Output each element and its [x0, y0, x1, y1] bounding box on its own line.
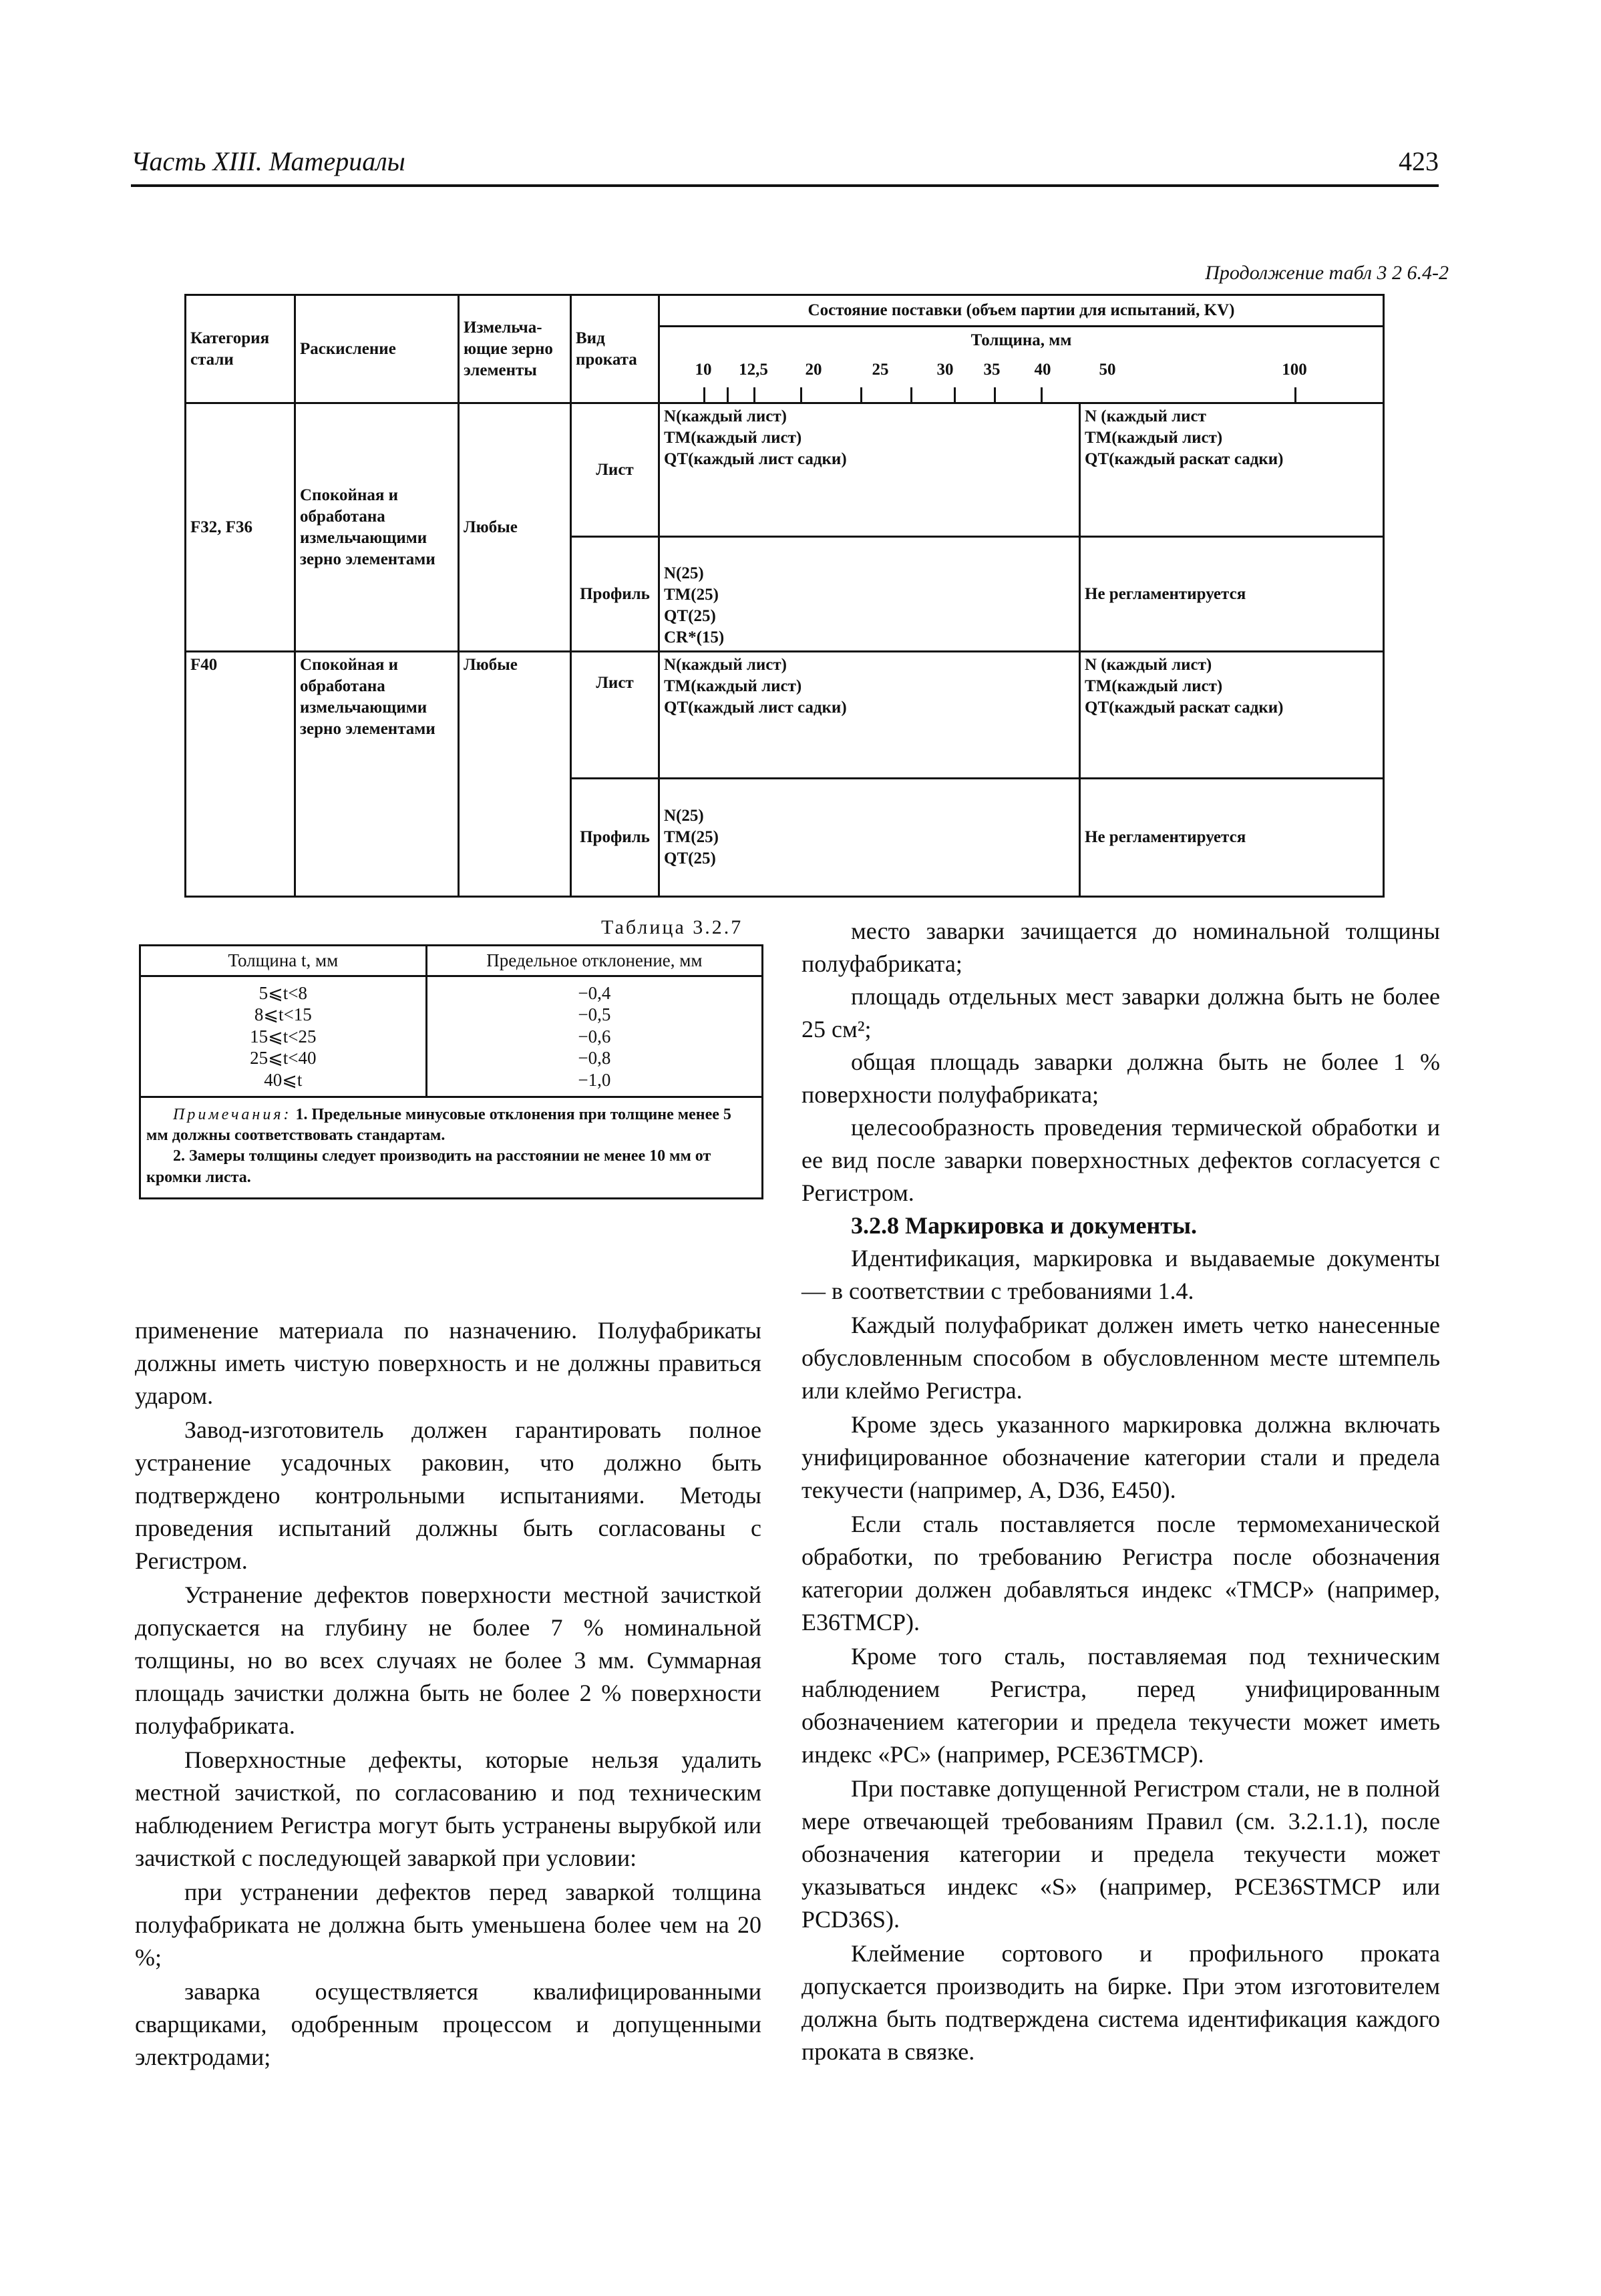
paragraph: целесообразность проведения термической обработки и ее вид после заварки поверхностных дефектов согласуется с Регистром.: [802, 1114, 1440, 1206]
thickness-unit: Толщина, мм: [970, 331, 1072, 349]
scale-tick: [860, 387, 862, 402]
state-cell-thin: [659, 779, 1080, 897]
deoxidation-cell: Спокойная и обработана измельчающими зерно элементами: [295, 403, 459, 652]
state-line: N(25): [664, 807, 704, 825]
table-continuation-caption: Продолжение табл 3 2 6.4-2: [1205, 262, 1449, 284]
section-heading: 3.2.8 Маркировка и документы.: [851, 1212, 1197, 1239]
state-cell-thick: [1080, 652, 1384, 779]
paragraph: При поставке допущенной Регистром стали, не в полной мере отвечающей требованиям Правил (см. 3.2.1.1), после обозначения категории и предела текучести может указываться индекс «S» (например, PCE36STMCP или PCD36S).: [802, 1775, 1440, 1933]
deviation-value: −0,8: [578, 1048, 611, 1069]
deviation-value: −1,0: [578, 1069, 611, 1090]
header-grain-elements: Измельча-ющие зерно элементы: [459, 295, 571, 403]
scale-tick: [1294, 387, 1296, 402]
state-cell-thick: [1080, 403, 1384, 537]
scale-label: 50: [1099, 361, 1116, 379]
thickness-value: 25⩽t<40: [250, 1048, 317, 1069]
paragraph: общая площадь заварки должна быть не более 1 % поверхности полуфабриката;: [802, 1048, 1440, 1108]
scale-tick: [800, 387, 802, 402]
state-line: TM(каждый лист): [1085, 429, 1223, 447]
paragraph: при устранении дефектов перед заваркой толщина полуфабриката не должна быть уменьшена более чем на 20 %;: [135, 1879, 761, 1971]
state-line: N(каждый лист): [664, 656, 787, 674]
running-header: [131, 146, 1439, 186]
paragraph: применение материала по назначению. Полуфабрикаты должны иметь чистую поверхность и не должны правиться ударом.: [135, 1317, 761, 1409]
header-deoxidation: Раскисление: [295, 295, 459, 403]
paragraph: Каждый полуфабрикат должен иметь четко нанесенные обусловленным способом в обусловленном месте штемпель или клеймо Регистра.: [802, 1312, 1440, 1404]
thickness-values: [140, 976, 427, 1097]
state-line: N (каждый лист): [1085, 656, 1212, 674]
header-delivery-state: Состояние поставки (объем партии для испытаний, KV): [659, 295, 1384, 327]
scale-tick: [753, 387, 755, 402]
paragraph: Кроме здесь указанного маркировка должна включать унифицированное обозначение категории стали и предела текучести (например, A, D36, E450).: [802, 1411, 1440, 1503]
scale-label: 40: [1034, 361, 1051, 379]
state-line: CR*(15): [664, 628, 725, 646]
header-thickness: Толщина t, мм: [140, 946, 427, 976]
state-cell-thin: [659, 652, 1080, 779]
table-327-caption: Таблица 3.2.7: [601, 916, 743, 938]
scale-label: 25: [872, 361, 889, 379]
deviation-value: −0,6: [578, 1026, 611, 1046]
header-deviation: Предельное отклонение, мм: [426, 946, 762, 976]
paragraph: Клеймение сортового и профильного проката допускается производить на бирке. При этом изготовителем должна быть подтверждена система идентификация каждого проката в связке.: [802, 1940, 1440, 2065]
grain-cell: Любые: [459, 652, 571, 897]
thickness-scale-cell: [659, 327, 1384, 403]
state-line: Не регламентируется: [1085, 584, 1246, 603]
deoxidation-cell: Спокойная и обработана измельчающими зерно элементами: [295, 652, 459, 897]
state-line: TM(каждый лист): [664, 429, 802, 447]
table-notes: [140, 1097, 763, 1198]
state-line: Не регламентируется: [1085, 828, 1246, 846]
state-line: TM(каждый лист): [664, 677, 802, 695]
paragraph: площадь отдельных мест заварки должна быть не более 25 см²;: [802, 983, 1440, 1042]
header-category: Категория стали: [186, 295, 295, 403]
paragraph: Если сталь поставляется после термомеханической обработки, по требованию Регистра после обозначения категории должен добавляться индекс «TMCP» (например, E36TMCP).: [802, 1511, 1440, 1636]
thickness-value: 8⩽t<15: [254, 1004, 312, 1025]
page-number: 423: [1399, 146, 1439, 176]
paragraph: Идентификация, маркировка и выдаваемые документы — в соответствии с требованиями 1.4.: [802, 1245, 1440, 1304]
state-cell-thick: [1080, 779, 1384, 897]
scale-tick: [994, 387, 996, 402]
state-line: TM(каждый лист): [1085, 677, 1223, 695]
scale-tick: [703, 387, 705, 402]
scale-label: 35: [983, 361, 1001, 379]
product-cell: Лист: [571, 403, 659, 537]
scale-label: 12,5: [739, 361, 768, 379]
state-line: QT(каждый раскат садки): [1085, 450, 1284, 468]
state-line: QT(каждый лист садки): [664, 699, 847, 717]
state-line: QT(каждый раскат садки): [1085, 699, 1284, 717]
paragraph: Поверхностные дефекты, которые нельзя удалить местной зачисткой, по согласованию и под техническим наблюдением Регистра могут быть устранены вырубкой или зачисткой с последующей заваркой при условии:: [135, 1746, 761, 1871]
state-line: QT(каждый лист садки): [664, 450, 847, 468]
state-line: N (каждый лист: [1085, 407, 1206, 425]
state-cell-thin: [659, 403, 1080, 537]
scale-tick: [727, 387, 729, 402]
thickness-value: 5⩽t<8: [258, 983, 308, 1003]
product-cell: Профиль: [571, 537, 659, 652]
state-line: N(25): [664, 564, 704, 582]
scale-tick: [1041, 387, 1043, 402]
deviation-value: −0,4: [578, 983, 611, 1003]
scale-label: 10: [695, 361, 712, 379]
state-line: N(каждый лист): [664, 407, 787, 425]
right-text-column: [802, 915, 1440, 2068]
state-line: TM(25): [664, 828, 719, 846]
state-line: TM(25): [664, 586, 719, 604]
thickness-value: 15⩽t<25: [250, 1026, 317, 1046]
scale-tick: [954, 387, 956, 402]
thickness-tolerance-table: [139, 944, 763, 1199]
deviation-value: −0,5: [578, 1004, 611, 1025]
left-text-column: [135, 1314, 761, 2074]
delivery-state-table: [184, 294, 1383, 892]
thickness-scale: [660, 327, 1383, 402]
note-1: [146, 1105, 756, 1146]
paragraph: Кроме того сталь, поставляемая под техническим наблюдением Регистра, перед унифицированным обозначением категории и предела текучести может иметь индекс «PC» (например, PCE36TMCP).: [802, 1643, 1440, 1768]
paragraph: Завод-изготовитель должен гарантировать полное устранение усадочных раковин, что должно быть подтверждено контрольными испытаниями. Методы проведения испытаний должны быть согласованы с Регистром.: [135, 1416, 761, 1574]
category-cell: F32, F36: [186, 403, 295, 652]
grain-cell: Любые: [459, 403, 571, 652]
paragraph: заварка осуществляется квалифицированными сварщиками, одобренным процессом и допущенными электродами;: [135, 1978, 761, 2070]
state-cell-thin: [659, 537, 1080, 652]
deviation-values: [426, 976, 762, 1097]
paragraph: Устранение дефектов поверхности местной зачисткой допускается на глубину не более 7 % номинальной толщины, но во всех случаях не более 3 мм. Суммарная площадь зачистки должна быть не более 2 % поверхности полуфабриката.: [135, 1581, 761, 1739]
category-cell: F40: [186, 652, 295, 897]
header-rule: [131, 184, 1439, 187]
scale-tick: [910, 387, 912, 402]
note-1-text: 1. Предельные минусовые отклонения при толщине менее 5 мм должны соответствовать стандартам.: [146, 1105, 731, 1145]
note-2: 2. Замеры толщины следует производить на расстоянии не менее 10 мм от кромки листа.: [146, 1147, 711, 1186]
section-title: Часть XIII. Материалы: [131, 146, 405, 176]
header-product-type: Вид проката: [571, 295, 659, 403]
state-cell-thick: [1080, 537, 1384, 652]
state-line: QT(25): [664, 607, 716, 625]
scale-label: 30: [936, 361, 954, 379]
state-line: QT(25): [664, 849, 716, 868]
product-cell: Профиль: [571, 779, 659, 897]
thickness-value: 40⩽t: [264, 1069, 303, 1090]
scale-label: 20: [805, 361, 822, 379]
scale-label: 100: [1282, 361, 1307, 379]
product-cell: Лист: [571, 652, 659, 779]
paragraph: место заварки зачищается до номинальной толщины полуфабриката;: [802, 918, 1440, 977]
notes-label: Примечания:: [173, 1105, 292, 1123]
